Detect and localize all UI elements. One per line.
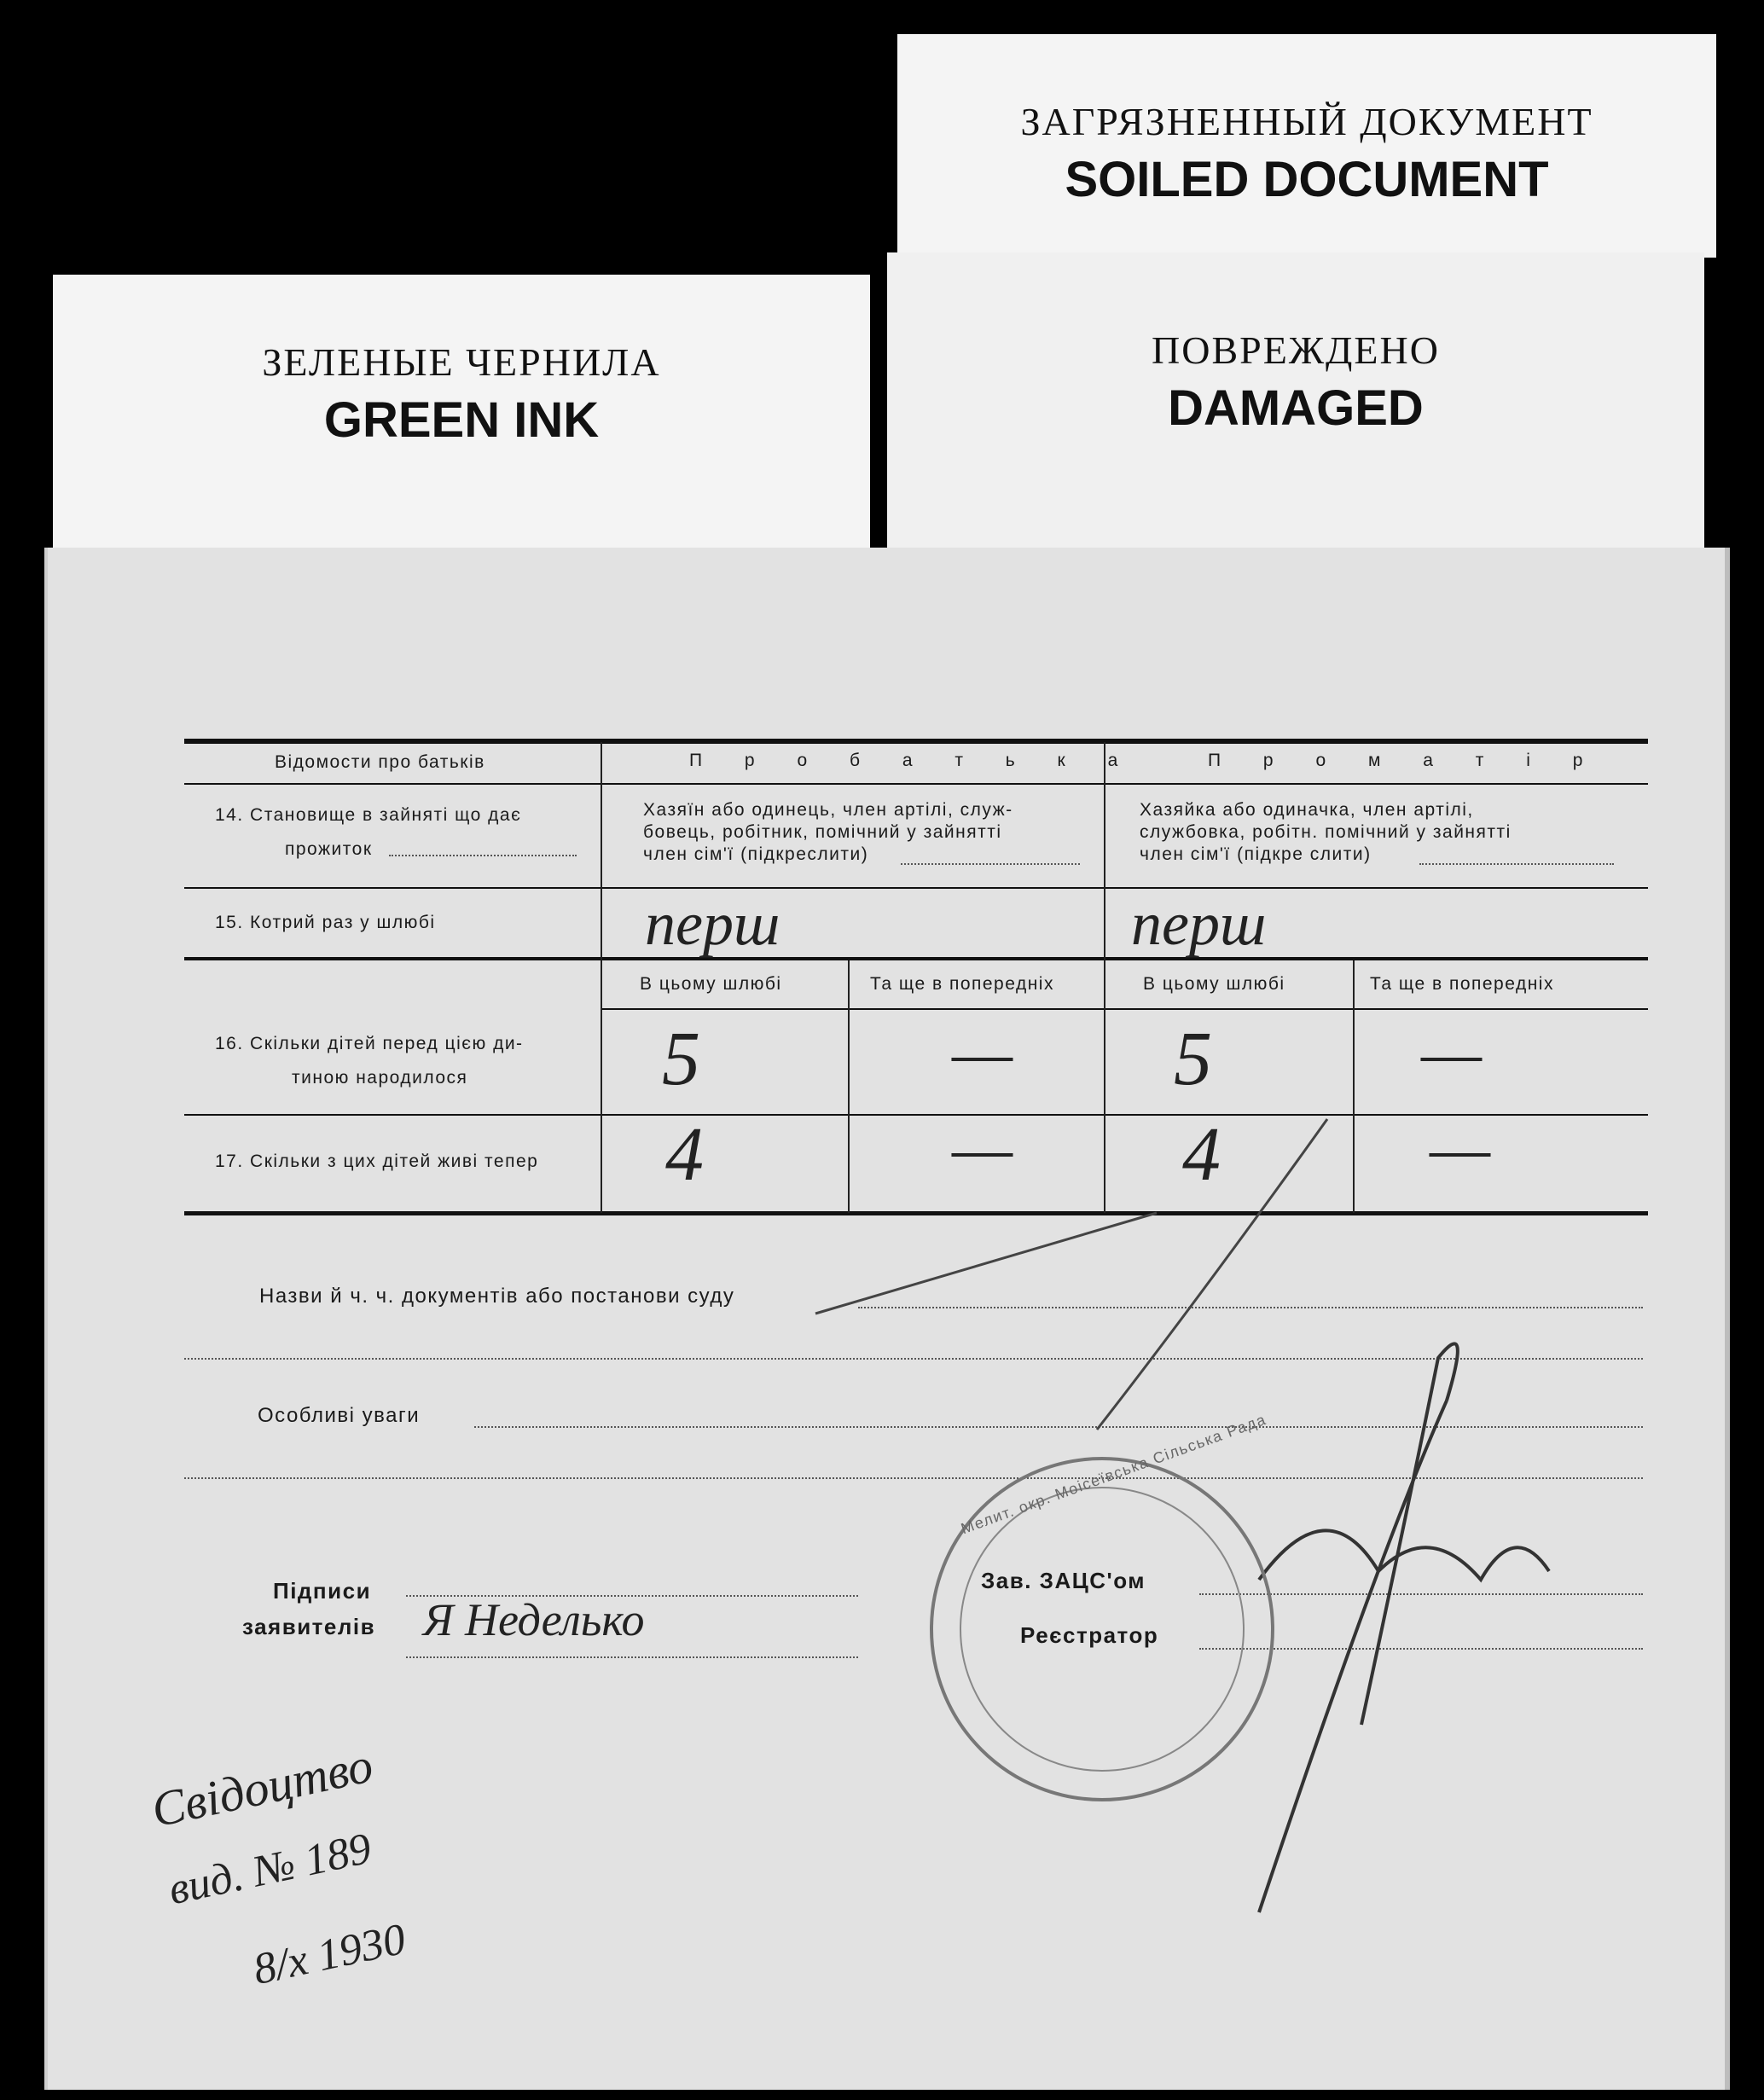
header-mother: П р о м а т і р	[1208, 751, 1602, 770]
row14-label-2: прожиток	[285, 839, 373, 859]
row15-mother-value: перш	[1131, 890, 1267, 958]
row16-mother-prev: —	[1421, 1016, 1483, 1091]
header-parents-info: Відомости про батьків	[275, 752, 485, 772]
green-ink-tag	[53, 275, 870, 565]
margin-note-3: 8/х 1930	[249, 1914, 410, 1995]
row16-label-1: 16. Скільки дітей перед цією ди-	[215, 1034, 524, 1053]
row16-father-prev: —	[952, 1016, 1013, 1091]
damaged-tag	[887, 252, 1704, 560]
header-father: П р о б а т ь к а	[689, 751, 1137, 770]
subheader-father-this: В цьому шлюбі	[640, 974, 782, 994]
signatures-label-2: заявителів	[242, 1614, 376, 1639]
row14-father-2: бовець, робітник, помічний у зайнятті	[643, 822, 1002, 842]
soiled-tag-ru: ЗАГРЯЗНЕННЫЙ ДОКУМЕНТ	[1020, 100, 1593, 143]
row17-label: 17. Скільки з цих дітей живі тепер	[215, 1152, 539, 1171]
damaged-tag-en: DAMAGED	[1168, 380, 1424, 436]
margin-note-1: Свідоцтво	[147, 1737, 378, 1838]
signatures-label-1: Підписи	[273, 1578, 372, 1604]
row14-mother-3: член сім'ї (підкре слити)	[1140, 844, 1372, 864]
green-tag-ru: ЗЕЛЕНЫЕ ЧЕРНИЛА	[262, 340, 661, 384]
ink-strokes	[48, 548, 1725, 2090]
margin-note-2: вид. № 189	[164, 1824, 376, 1915]
notes-label: Особливі уваги	[258, 1404, 421, 1427]
row14-father-1: Хазяїн або одинець, член артілі, служ-	[643, 800, 1013, 820]
row16-label-2: тиною народилося	[292, 1068, 468, 1088]
row16-mother-this: 5	[1174, 1017, 1212, 1101]
registrar-label: Реєстратор	[1020, 1622, 1159, 1648]
applicant-signature: Я Неделько	[423, 1594, 645, 1645]
row14-mother-2: службовка, робітн. помічний у зайнятті	[1140, 822, 1512, 842]
row17-father-prev: —	[952, 1111, 1013, 1186]
subheader-father-prev: Та ще в попередніх	[870, 974, 1054, 994]
documents-label: Назви й ч. ч. документів або постанови суду	[259, 1285, 735, 1308]
row17-mother-this: 4	[1182, 1112, 1221, 1197]
green-tag-en: GREEN INK	[323, 392, 600, 448]
damaged-tag-ru: ПОВРЕЖДЕНО	[1152, 328, 1440, 372]
subheader-mother-prev: Та ще в попередніх	[1370, 974, 1554, 994]
subheader-mother-this: В цьому шлюбі	[1143, 974, 1285, 994]
row14-mother-1: Хазяйка або одиначка, член артілі,	[1140, 800, 1474, 820]
row16-father-this: 5	[662, 1017, 700, 1101]
row15-label: 15. Котрий раз у шлюбі	[215, 913, 436, 932]
soiled-document-tag	[897, 34, 1716, 258]
row14-label-1: 14. Становище в зайняті що дає	[215, 805, 522, 825]
soiled-tag-en: SOILED DOCUMENT	[1065, 152, 1549, 207]
row17-father-this: 4	[665, 1112, 704, 1197]
head-label: Зав. ЗАЦС'ом	[981, 1568, 1146, 1593]
row17-mother-prev: —	[1430, 1111, 1491, 1186]
form-sheet	[44, 548, 1730, 2090]
row14-father-3: член сім'ї (підкреслити)	[643, 844, 869, 864]
stamp-text: Мелит. окр. Моісеївська Сільська Рада	[958, 1410, 1269, 1538]
row15-father-value: перш	[645, 890, 780, 958]
stamp-circle	[931, 1459, 1273, 1800]
